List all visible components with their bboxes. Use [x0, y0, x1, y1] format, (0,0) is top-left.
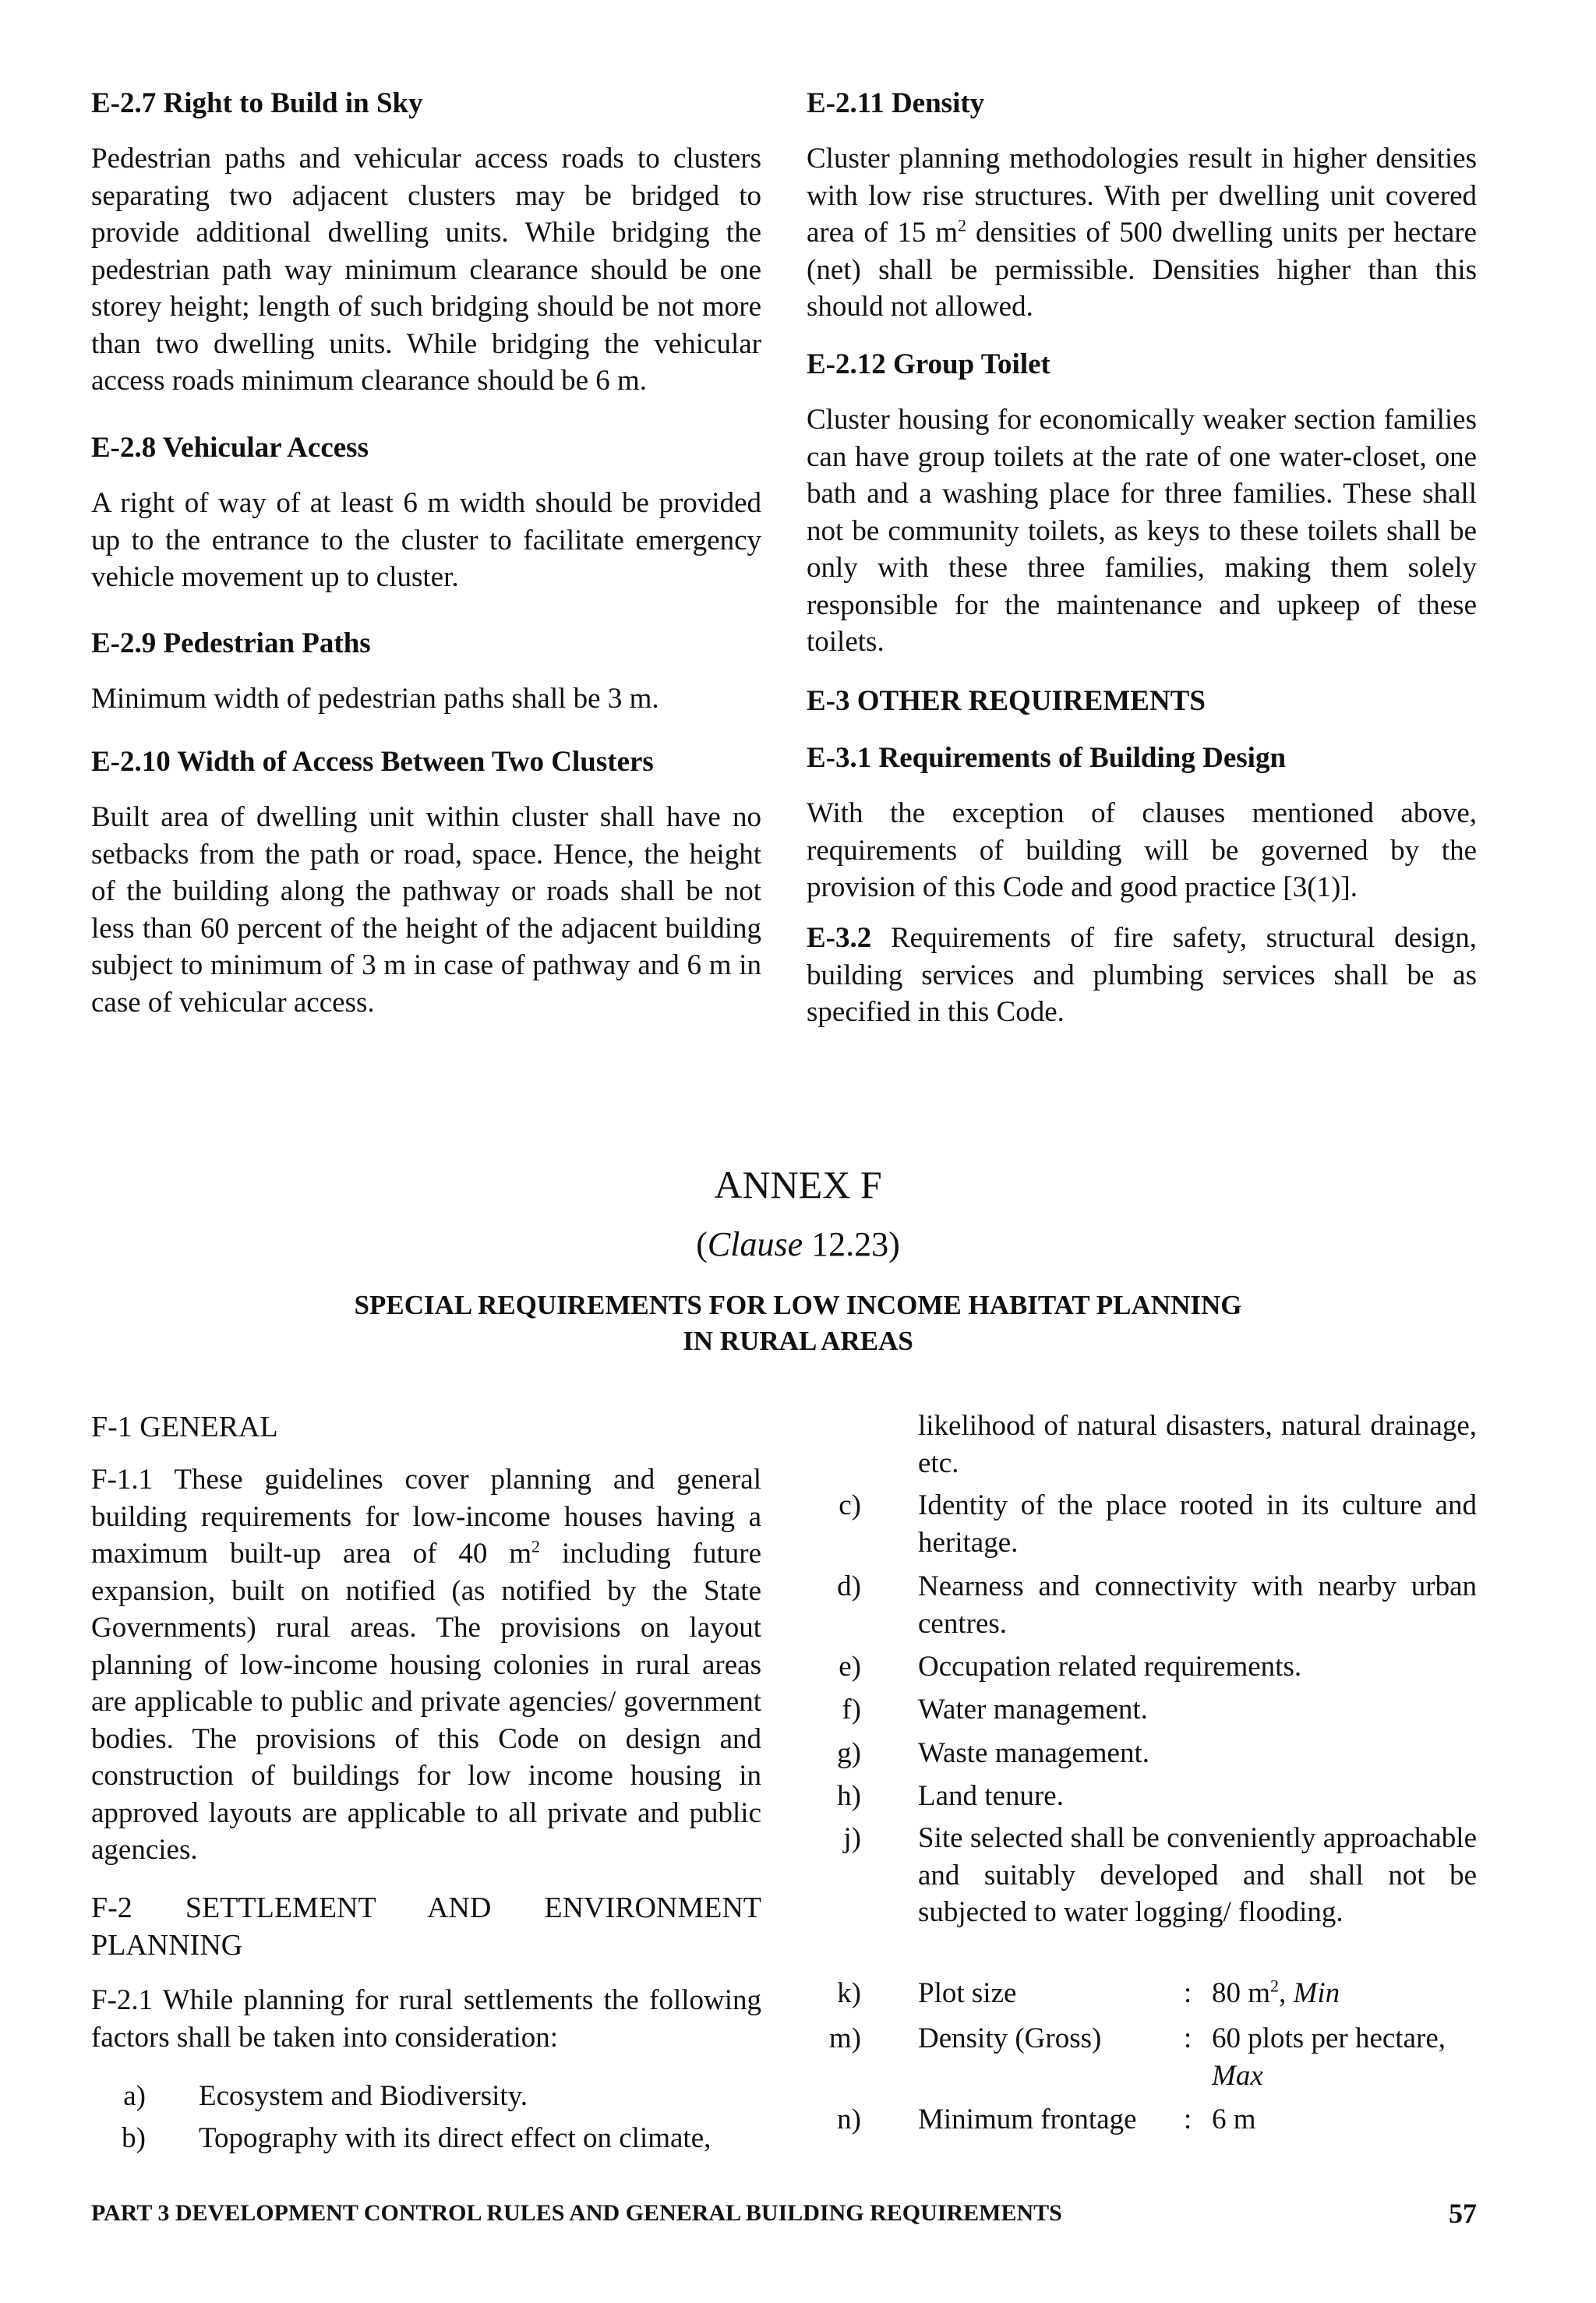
- section-f-1-1: [91, 1461, 761, 1869]
- section-e-2-12: [807, 347, 1477, 661]
- section-e-2-10: [91, 744, 761, 1021]
- heading-e-2-11: E-2.11 Density: [807, 87, 985, 119]
- annex-clause: (Clause 12.23): [696, 1225, 900, 1263]
- label-f-1-1: F-1.1: [91, 1464, 154, 1496]
- footer-part-title: PART 3 DEVELOPMENT CONTROL RULES AND GENERAL BUILDING REQUIREMENTS: [91, 2200, 1062, 2226]
- annex-heading-line-2: IN RURAL AREAS: [683, 1326, 913, 1356]
- density-key: Density (Gross): [918, 2022, 1102, 2054]
- text-e-2-10: Built area of dwelling unit within cluster shall have no setbacks from the path or road, space. Hence, the height of the building along the pathway or roads shall be not less than 60 percent of the height of the adjacent building subject to minimum of 3 m in case of pathway and 6 m in case of vehicular access.: [91, 801, 761, 1019]
- annex-heading-line-1: SPECIAL REQUIREMENTS FOR LOW INCOME HABITAT PLANNING: [354, 1290, 1242, 1320]
- text-e-3-1: With the exception of clauses mentioned above, requirements of building will be governed by the provision of this Code and good practice [3(1)].: [807, 797, 1477, 903]
- section-e-2-8: [91, 430, 761, 596]
- label-f-2-1: F-2.1: [91, 1984, 154, 2016]
- annex-title: ANNEX F: [714, 1163, 882, 1206]
- section-e-2-11: [807, 86, 1477, 326]
- heading-e-2-10: E-2.10 Width of Access Between Two Clusters: [91, 746, 654, 778]
- text-e-2-12: Cluster housing for economically weaker section families can have group toilets at the rate of one water-closet, one bath and a washing place for three families. These shall not be community toilets, as keys to these toilets shall be only with these three families, making them solely responsible for the maintenance and upkeep of these toilets.: [807, 404, 1477, 658]
- section-e-2-7: [91, 86, 761, 400]
- section-f-1: [91, 1409, 761, 1446]
- frontage-key: Minimum frontage: [918, 2103, 1137, 2135]
- heading-e-2-8: E-2.8 Vehicular Access: [91, 432, 369, 464]
- plot-size-key: Plot size: [918, 1977, 1017, 2009]
- section-f-2: [91, 1890, 761, 1964]
- text-e-2-9: Minimum width of pedestrian paths shall be 3 m.: [91, 683, 659, 715]
- label-e-3-2: E-3.2: [807, 922, 872, 954]
- plot-size-value: 80 $m^2$, Min: [1212, 1976, 1340, 2009]
- heading-f-2: F-2 SETTLEMENT AND ENVIRONMENT PLANNING: [91, 1891, 761, 1962]
- page-number: 57: [1449, 2198, 1477, 2229]
- text-e-3-2: E-3.2 Requirements of fire safety, structural design, building services and plumbing services shall be as specified in this Code.: [807, 922, 1477, 1028]
- heading-e-2-12: E-2.12 Group Toilet: [807, 348, 1050, 380]
- density-value: 60 plots per hectare, Max: [1212, 2022, 1446, 2092]
- text-f-2-1: F-2.1 While planning for rural settlements the following factors shall be taken into consideration:: [91, 1984, 761, 2054]
- heading-e-2-9: E-2.9 Pedestrian Paths: [91, 627, 371, 659]
- section-e-3: [807, 683, 1477, 719]
- text-e-2-11: Cluster planning methodologies result in higher densities with low rise structures. With per dwelling unit covered area of 15 $m^2$ densities of 500 dwelling units per hectare (net) shall be permissible. Densities higher than this should not allowed.: [807, 143, 1477, 323]
- frontage-value: 6 m: [1212, 2103, 1256, 2135]
- heading-e-3: E-3 OTHER REQUIREMENTS: [807, 685, 1206, 717]
- heading-f-1: F-1 GENERAL: [91, 1411, 278, 1443]
- heading-e-2-7: E-2.7 Right to Build in Sky: [91, 87, 423, 119]
- text-e-2-7: Pedestrian paths and vehicular access roads to clusters separating two adjacent clusters may be bridged to provide additional dwelling units. While bridging the pedestrian path way minimum clearance should be one storey height; length of such bridging should be not more than two dwelling units. While bridging the vehicular access roads minimum clearance should be 6 m.: [91, 143, 761, 397]
- text-f-1-1: F-1.1 These guidelines cover planning and general building requirements for low-income houses having a maximum built-up area of 40 $m^2$ including future expansion, built on notified (as notified by the State Governments) rural areas. The provisions on layout planning of low-income housing colonies in rural areas are applicable to public and private agencies/ government bodies. The provisions of this Code on design and construction of buildings for low income housing in approved layouts are applicable to all private and public agencies.: [91, 1464, 761, 1866]
- section-e-3-2: [807, 920, 1477, 1031]
- section-f-2-1: [91, 1982, 761, 2056]
- section-e-3-1: [807, 740, 1477, 906]
- section-e-2-9: [91, 626, 761, 718]
- text-e-2-8: A right of way of at least 6 m width should be provided up to the entrance to the cluster to facilitate emergency vehicle movement up to cluster.: [91, 487, 761, 593]
- heading-e-3-1: E-3.1 Requirements of Building Design: [807, 742, 1287, 774]
